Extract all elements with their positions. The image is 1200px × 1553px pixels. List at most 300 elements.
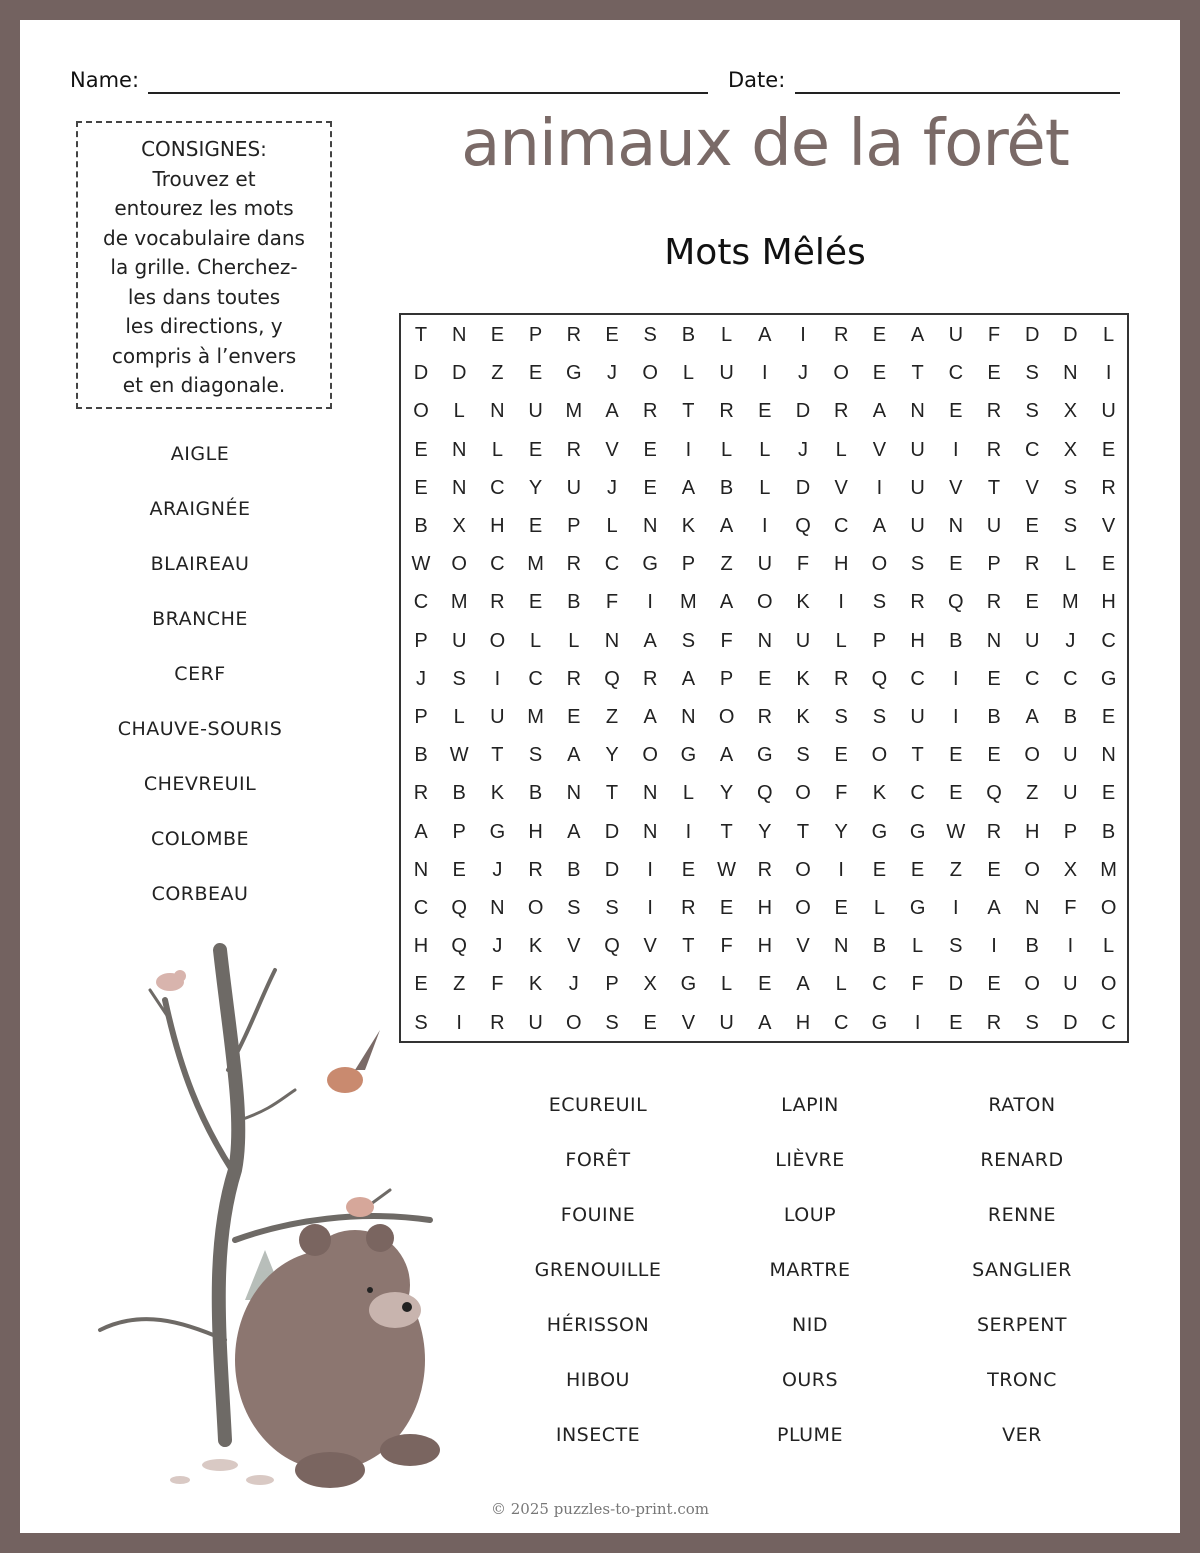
grid-cell[interactable]: O	[1024, 744, 1040, 767]
grid-cell[interactable]: C	[910, 667, 925, 690]
grid-cell[interactable]: P	[719, 667, 734, 690]
grid-cell[interactable]: S	[681, 629, 696, 652]
grid-cell[interactable]: B	[414, 744, 428, 767]
grid-cell[interactable]: J	[607, 362, 617, 385]
grid-cell[interactable]: N	[490, 897, 505, 919]
grid-cell[interactable]: E	[834, 897, 848, 919]
grid-cell[interactable]: D	[795, 400, 811, 423]
grid-cell[interactable]: C	[1063, 667, 1078, 690]
grid-cell[interactable]: S	[643, 324, 657, 346]
grid-cell[interactable]: H	[490, 515, 505, 537]
grid-cell[interactable]: E	[1101, 782, 1116, 805]
grid-cell[interactable]: E	[949, 1011, 963, 1034]
grid-cell[interactable]: E	[528, 591, 543, 614]
grid-cell[interactable]: P	[872, 629, 887, 652]
grid-cell[interactable]: I	[953, 667, 959, 690]
grid-cell[interactable]: B	[1063, 706, 1078, 728]
grid-cell[interactable]: E	[758, 973, 772, 996]
grid-cell[interactable]: R	[642, 667, 658, 690]
grid-cell[interactable]: H	[757, 897, 773, 919]
grid-cell[interactable]: O	[527, 897, 544, 919]
grid-cell[interactable]: U	[566, 476, 582, 499]
grid-cell[interactable]: N	[490, 400, 505, 423]
grid-cell[interactable]: Q	[604, 667, 620, 690]
grid-cell[interactable]: K	[796, 706, 810, 728]
grid-cell[interactable]: D	[948, 973, 964, 996]
grid-cell[interactable]: R	[986, 820, 1002, 843]
grid-cell[interactable]: L	[491, 438, 503, 461]
grid-cell[interactable]: L	[1103, 324, 1115, 346]
grid-cell[interactable]: Q	[986, 782, 1002, 805]
grid-cell[interactable]: B	[949, 629, 963, 652]
grid-cell[interactable]: B	[567, 591, 581, 614]
grid-cell[interactable]: O	[413, 400, 429, 423]
grid-cell[interactable]: R	[910, 591, 925, 614]
grid-cell[interactable]: G	[871, 1011, 888, 1034]
grid-cell[interactable]: E	[528, 515, 543, 537]
grid-cell[interactable]: E	[414, 973, 428, 996]
grid-cell[interactable]: G	[871, 820, 888, 843]
grid-cell[interactable]: H	[1024, 820, 1040, 843]
grid-cell[interactable]: V	[1101, 515, 1116, 537]
grid-cell[interactable]: E	[1101, 438, 1116, 461]
grid-cell[interactable]: M	[680, 591, 697, 614]
grid-cell[interactable]: M	[1100, 858, 1117, 881]
grid-cell[interactable]: A	[872, 515, 887, 537]
grid-cell[interactable]: R	[986, 400, 1002, 423]
grid-cell[interactable]: K	[490, 782, 505, 805]
grid-cell[interactable]: E	[528, 438, 543, 461]
grid-cell[interactable]: P	[414, 706, 428, 728]
grid-cell[interactable]: R	[490, 591, 505, 614]
grid-cell[interactable]: X	[1063, 400, 1078, 423]
grid-cell[interactable]: L	[1064, 553, 1076, 576]
grid-cell[interactable]: T	[796, 820, 810, 843]
grid-cell[interactable]: A	[681, 476, 696, 499]
grid-cell[interactable]: M	[527, 706, 544, 728]
grid-cell[interactable]: A	[681, 667, 696, 690]
grid-cell[interactable]: D	[604, 820, 620, 843]
grid-cell[interactable]: E	[452, 858, 466, 881]
grid-cell[interactable]: P	[987, 553, 1001, 576]
grid-cell[interactable]: O	[833, 362, 849, 385]
grid-cell[interactable]: Y	[834, 820, 848, 843]
grid-cell[interactable]: J	[492, 935, 503, 958]
grid-cell[interactable]: R	[757, 706, 773, 728]
grid-cell[interactable]: N	[948, 515, 964, 537]
grid-cell[interactable]: I	[838, 858, 844, 881]
grid-cell[interactable]: N	[642, 782, 658, 805]
grid-cell[interactable]: B	[1101, 820, 1116, 843]
grid-cell[interactable]: A	[758, 324, 772, 346]
grid-cell[interactable]: A	[719, 515, 734, 537]
grid-cell[interactable]: U	[719, 1011, 734, 1034]
grid-cell[interactable]: K	[796, 591, 810, 614]
grid-cell[interactable]: R	[566, 553, 582, 576]
grid-cell[interactable]: H	[795, 1011, 811, 1034]
grid-cell[interactable]: N	[642, 820, 658, 843]
grid-cell[interactable]: P	[528, 324, 543, 346]
grid-cell[interactable]: P	[414, 629, 428, 652]
grid-cell[interactable]: U	[1101, 400, 1116, 423]
grid-cell[interactable]: V	[605, 438, 619, 461]
grid-cell[interactable]: N	[833, 935, 849, 958]
grid-cell[interactable]: L	[835, 629, 847, 652]
grid-cell[interactable]: V	[643, 935, 657, 958]
grid-cell[interactable]: R	[1101, 476, 1116, 499]
grid-cell[interactable]: F	[835, 782, 848, 805]
grid-cell[interactable]: R	[681, 897, 696, 919]
grid-cell[interactable]: R	[566, 438, 582, 461]
grid-cell[interactable]: N	[642, 515, 658, 537]
grid-cell[interactable]: U	[1024, 629, 1040, 652]
grid-cell[interactable]: R	[833, 324, 849, 346]
grid-cell[interactable]: U	[1063, 744, 1078, 767]
grid-cell[interactable]: J	[492, 858, 503, 881]
grid-cell[interactable]: B	[719, 476, 734, 499]
grid-cell[interactable]: O	[795, 858, 811, 881]
grid-cell[interactable]: L	[835, 973, 847, 996]
grid-cell[interactable]: P	[452, 820, 466, 843]
grid-cell[interactable]: K	[528, 973, 543, 996]
grid-cell[interactable]: S	[1063, 476, 1078, 499]
grid-cell[interactable]: Z	[605, 706, 619, 728]
grid-cell[interactable]: T	[911, 362, 924, 385]
grid-cell[interactable]: V	[834, 476, 848, 499]
grid-cell[interactable]: B	[872, 935, 887, 958]
grid-cell[interactable]: I	[494, 667, 501, 690]
grid-cell[interactable]: C	[604, 553, 620, 576]
grid-cell[interactable]: R	[986, 1011, 1002, 1034]
grid-cell[interactable]: W	[717, 858, 737, 881]
grid-cell[interactable]: B	[1025, 935, 1039, 958]
grid-cell[interactable]: I	[914, 1011, 921, 1034]
grid-cell[interactable]: L	[530, 629, 542, 652]
grid-cell[interactable]: S	[910, 553, 925, 576]
grid-cell[interactable]: U	[910, 706, 925, 728]
grid-cell[interactable]: E	[834, 744, 848, 767]
grid-cell[interactable]: F	[491, 973, 504, 996]
grid-cell[interactable]: D	[1024, 324, 1040, 346]
grid-cell[interactable]: E	[872, 324, 887, 346]
grid-cell[interactable]: E	[1025, 515, 1039, 537]
grid-cell[interactable]: W	[946, 820, 966, 843]
grid-cell[interactable]: S	[1025, 400, 1039, 423]
grid-cell[interactable]: I	[838, 591, 844, 614]
grid-cell[interactable]: I	[991, 935, 997, 958]
grid-cell[interactable]: D	[795, 476, 811, 499]
grid-cell[interactable]: S	[872, 706, 887, 728]
grid-cell[interactable]: O	[795, 782, 811, 805]
grid-cell[interactable]: N	[1024, 897, 1040, 919]
grid-cell[interactable]: E	[414, 438, 428, 461]
grid-cell[interactable]: A	[987, 897, 1001, 919]
grid-cell[interactable]: N	[910, 400, 925, 423]
grid-cell[interactable]: I	[953, 438, 959, 461]
grid-cell[interactable]: W	[411, 553, 431, 576]
grid-cell[interactable]: G	[909, 897, 926, 919]
grid-cell[interactable]: A	[758, 1011, 772, 1034]
grid-cell[interactable]: I	[685, 438, 692, 461]
grid-cell[interactable]: E	[987, 667, 1001, 690]
grid-cell[interactable]: B	[414, 515, 428, 537]
grid-cell[interactable]: E	[987, 858, 1001, 881]
grid-cell[interactable]: L	[759, 438, 771, 461]
grid-cell[interactable]: K	[681, 515, 696, 537]
grid-cell[interactable]: C	[1024, 667, 1040, 690]
grid-cell[interactable]: N	[451, 324, 467, 346]
grid-cell[interactable]: S	[567, 897, 581, 919]
grid-cell[interactable]: G	[566, 362, 582, 385]
grid-cell[interactable]: S	[1025, 362, 1039, 385]
grid-cell[interactable]: F	[720, 629, 733, 652]
grid-cell[interactable]: V	[567, 935, 581, 958]
grid-cell[interactable]: A	[1025, 706, 1039, 728]
grid-cell[interactable]: A	[567, 820, 581, 843]
grid-cell[interactable]: J	[416, 667, 426, 690]
grid-cell[interactable]: N	[451, 476, 467, 499]
grid-cell[interactable]: L	[835, 438, 847, 461]
grid-cell[interactable]: G	[489, 820, 506, 843]
grid-cell[interactable]: J	[568, 973, 579, 996]
grid-cell[interactable]: U	[1063, 973, 1078, 996]
grid-cell[interactable]: H	[833, 553, 849, 576]
grid-cell[interactable]: O	[566, 1011, 582, 1034]
grid-cell[interactable]: Q	[451, 897, 467, 919]
grid-cell[interactable]: R	[566, 324, 582, 346]
grid-cell[interactable]: F	[796, 553, 810, 576]
grid-cell[interactable]: X	[1063, 858, 1078, 881]
grid-cell[interactable]: P	[681, 553, 696, 576]
grid-cell[interactable]: A	[643, 629, 657, 652]
grid-cell[interactable]: G	[680, 973, 697, 996]
grid-cell[interactable]: Q	[795, 515, 811, 537]
grid-cell[interactable]: A	[796, 973, 810, 996]
grid-cell[interactable]: E	[987, 744, 1001, 767]
grid-cell[interactable]: U	[719, 362, 734, 385]
grid-cell[interactable]: Z	[720, 553, 733, 576]
grid-cell[interactable]: T	[987, 476, 1001, 499]
grid-cell[interactable]: S	[949, 935, 963, 958]
grid-cell[interactable]: R	[490, 1011, 505, 1034]
grid-cell[interactable]: F	[720, 935, 733, 958]
grid-cell[interactable]: E	[987, 973, 1001, 996]
grid-cell[interactable]: N	[604, 629, 620, 652]
grid-cell[interactable]: U	[910, 476, 925, 499]
grid-cell[interactable]: S	[1063, 515, 1078, 537]
name-field-line[interactable]	[148, 92, 708, 94]
grid-cell[interactable]: S	[872, 591, 887, 614]
grid-cell[interactable]: C	[1101, 629, 1116, 652]
grid-cell[interactable]: L	[568, 629, 580, 652]
grid-cell[interactable]: K	[796, 667, 810, 690]
grid-cell[interactable]: V	[872, 438, 887, 461]
grid-cell[interactable]: R	[719, 400, 734, 423]
grid-cell[interactable]: E	[528, 362, 543, 385]
grid-cell[interactable]: Z	[1026, 782, 1039, 805]
grid-cell[interactable]: F	[911, 973, 924, 996]
grid-cell[interactable]: E	[758, 400, 772, 423]
letter-grid[interactable]	[399, 313, 1129, 1043]
grid-cell[interactable]: S	[414, 1011, 428, 1034]
grid-cell[interactable]: X	[643, 973, 657, 996]
grid-cell[interactable]: D	[1063, 324, 1078, 346]
grid-cell[interactable]: B	[452, 782, 466, 805]
grid-cell[interactable]: T	[911, 744, 924, 767]
grid-cell[interactable]: L	[1103, 935, 1115, 958]
grid-cell[interactable]: C	[910, 782, 925, 805]
grid-cell[interactable]: U	[528, 400, 543, 423]
grid-cell[interactable]: H	[528, 820, 543, 843]
grid-cell[interactable]: U	[795, 629, 811, 652]
grid-cell[interactable]: O	[757, 591, 773, 614]
grid-cell[interactable]: N	[986, 629, 1002, 652]
grid-cell[interactable]: I	[953, 897, 959, 919]
grid-cell[interactable]: L	[912, 935, 924, 958]
grid-cell[interactable]: K	[528, 935, 543, 958]
grid-cell[interactable]: T	[605, 782, 619, 805]
grid-cell[interactable]: L	[721, 324, 733, 346]
grid-cell[interactable]: E	[1101, 706, 1116, 728]
grid-cell[interactable]: O	[1100, 973, 1117, 996]
grid-cell[interactable]: Z	[949, 858, 962, 881]
grid-cell[interactable]: A	[414, 820, 428, 843]
grid-cell[interactable]: C	[1101, 1011, 1116, 1034]
grid-cell[interactable]: F	[1064, 897, 1077, 919]
grid-cell[interactable]: A	[567, 744, 581, 767]
grid-cell[interactable]: T	[682, 400, 695, 423]
grid-cell[interactable]: O	[642, 744, 658, 767]
grid-cell[interactable]: I	[1067, 935, 1074, 958]
grid-cell[interactable]: N	[566, 782, 582, 805]
grid-cell[interactable]: C	[872, 973, 887, 996]
grid-cell[interactable]: X	[1063, 438, 1078, 461]
grid-cell[interactable]: S	[605, 1011, 619, 1034]
grid-cell[interactable]: L	[606, 515, 618, 537]
grid-cell[interactable]: R	[833, 400, 849, 423]
grid-cell[interactable]: C	[528, 667, 543, 690]
grid-cell[interactable]: S	[528, 744, 543, 767]
grid-cell[interactable]: G	[1100, 667, 1117, 690]
grid-cell[interactable]: A	[910, 324, 925, 346]
grid-cell[interactable]: Z	[453, 973, 466, 996]
grid-cell[interactable]: O	[718, 706, 735, 728]
grid-cell[interactable]: T	[720, 820, 733, 843]
grid-cell[interactable]: B	[987, 706, 1001, 728]
grid-cell[interactable]: V	[1025, 476, 1039, 499]
grid-cell[interactable]: J	[798, 438, 808, 461]
grid-cell[interactable]: S	[834, 706, 848, 728]
grid-cell[interactable]: A	[719, 744, 734, 767]
grid-cell[interactable]: E	[719, 897, 734, 919]
grid-cell[interactable]: C	[413, 591, 429, 614]
grid-cell[interactable]: N	[757, 629, 773, 652]
grid-cell[interactable]: U	[986, 515, 1002, 537]
grid-cell[interactable]: C	[490, 476, 505, 499]
grid-cell[interactable]: N	[413, 858, 429, 881]
grid-cell[interactable]: P	[605, 973, 619, 996]
grid-cell[interactable]: N	[1063, 362, 1078, 385]
grid-cell[interactable]: Y	[528, 476, 543, 499]
grid-cell[interactable]: M	[1062, 591, 1079, 614]
grid-cell[interactable]: E	[490, 324, 505, 346]
grid-cell[interactable]: E	[643, 476, 657, 499]
grid-cell[interactable]: Y	[719, 782, 734, 805]
grid-cell[interactable]: I	[876, 476, 883, 499]
grid-cell[interactable]: I	[1105, 362, 1112, 385]
grid-cell[interactable]: R	[566, 667, 582, 690]
grid-cell[interactable]: H	[1101, 591, 1116, 614]
grid-cell[interactable]: T	[491, 744, 504, 767]
grid-cell[interactable]: I	[456, 1011, 462, 1034]
grid-cell[interactable]: I	[953, 706, 959, 728]
grid-cell[interactable]: R	[528, 858, 543, 881]
grid-cell[interactable]: O	[489, 629, 506, 652]
grid-cell[interactable]: C	[1024, 438, 1040, 461]
grid-cell[interactable]: E	[949, 400, 963, 423]
grid-cell[interactable]: F	[605, 591, 619, 614]
grid-cell[interactable]: A	[872, 400, 887, 423]
grid-cell[interactable]: R	[1024, 553, 1040, 576]
grid-cell[interactable]: E	[872, 858, 887, 881]
grid-cell[interactable]: E	[910, 858, 925, 881]
grid-cell[interactable]: D	[413, 362, 429, 385]
grid-cell[interactable]: H	[910, 629, 925, 652]
grid-cell[interactable]: L	[682, 782, 694, 805]
grid-cell[interactable]: E	[1101, 553, 1116, 576]
grid-cell[interactable]: I	[647, 591, 653, 614]
grid-cell[interactable]: L	[682, 362, 694, 385]
grid-cell[interactable]: E	[414, 476, 428, 499]
grid-cell[interactable]: G	[642, 553, 658, 576]
grid-cell[interactable]: W	[449, 744, 469, 767]
grid-cell[interactable]: E	[758, 667, 772, 690]
grid-cell[interactable]: M	[565, 400, 583, 423]
grid-cell[interactable]: Q	[871, 667, 888, 690]
grid-cell[interactable]: D	[451, 362, 467, 385]
grid-cell[interactable]: R	[642, 400, 658, 423]
grid-cell[interactable]: D	[1063, 1011, 1078, 1034]
grid-cell[interactable]: T	[682, 935, 695, 958]
grid-cell[interactable]: A	[643, 706, 657, 728]
grid-cell[interactable]: C	[833, 515, 849, 537]
grid-cell[interactable]: H	[757, 935, 773, 958]
grid-cell[interactable]: A	[719, 591, 734, 614]
grid-cell[interactable]: S	[605, 897, 619, 919]
grid-cell[interactable]: Q	[604, 935, 620, 958]
grid-cell[interactable]: R	[986, 591, 1002, 614]
grid-cell[interactable]: C	[413, 897, 429, 919]
grid-cell[interactable]: V	[796, 935, 810, 958]
grid-cell[interactable]: O	[1100, 897, 1117, 919]
grid-cell[interactable]: C	[948, 362, 964, 385]
grid-cell[interactable]: Q	[948, 591, 964, 614]
grid-cell[interactable]: O	[1024, 973, 1040, 996]
grid-cell[interactable]: S	[796, 744, 810, 767]
grid-cell[interactable]: J	[1065, 629, 1076, 652]
grid-cell[interactable]: E	[643, 1011, 657, 1034]
grid-cell[interactable]: E	[643, 438, 657, 461]
grid-cell[interactable]: R	[986, 438, 1002, 461]
grid-cell[interactable]: E	[605, 324, 619, 346]
grid-cell[interactable]: L	[453, 706, 465, 728]
grid-cell[interactable]: U	[451, 629, 467, 652]
grid-cell[interactable]: I	[762, 515, 768, 537]
grid-cell[interactable]: A	[605, 400, 619, 423]
grid-cell[interactable]: L	[759, 476, 771, 499]
grid-cell[interactable]: I	[762, 362, 768, 385]
grid-cell[interactable]: C	[833, 1011, 849, 1034]
